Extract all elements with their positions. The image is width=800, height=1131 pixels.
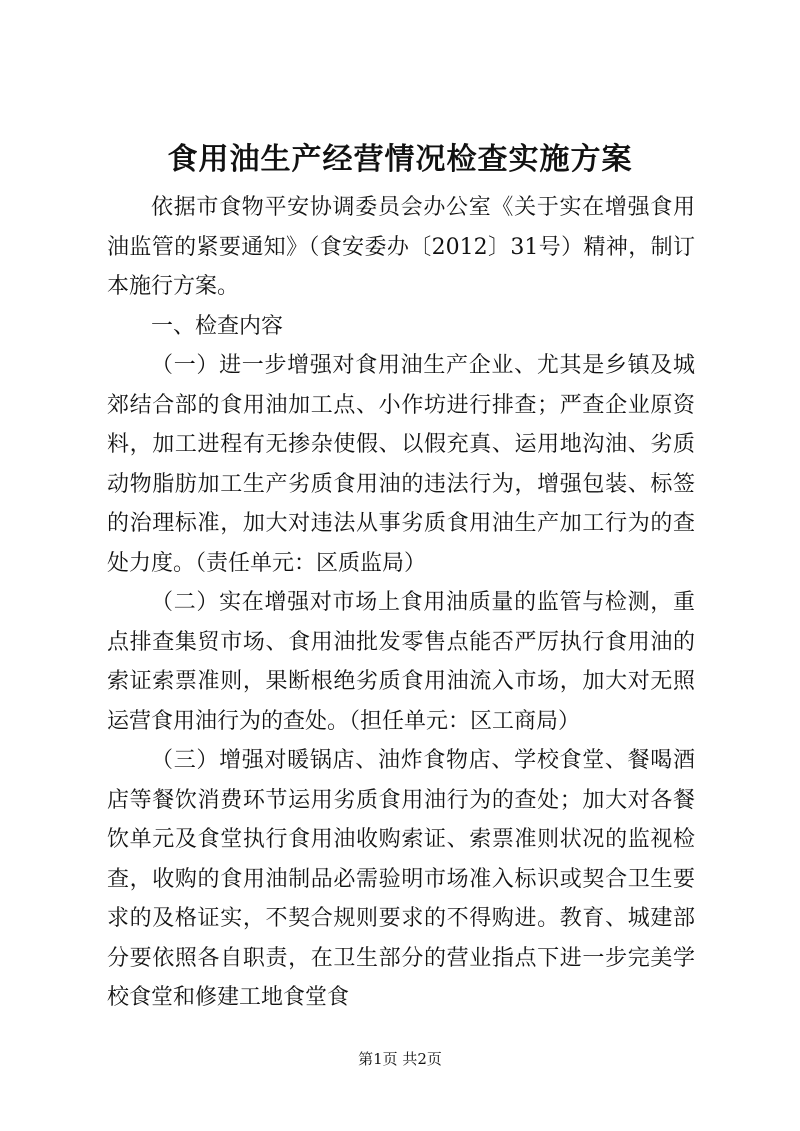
intro-paragraph: 依据市食物平安协调委员会办公室《关于实在增强食用油监管的紧要通知》（食安委办〔2012〕31号）精神，制订本施行方案。 xyxy=(107,195,695,299)
item-two-paragraph: （二）实在增强对市场上食用油质量的监管与检测，重点排查集贸市场、食用油批发零售点能否严厉执行食用油的索证索票准则，果断根绝劣质食用油流入市场，加大对无照运营食用油行为的查处。（担任单元：区工商局） xyxy=(107,590,695,734)
item-three-paragraph: （三）增强对暖锅店、油炸食物店、学校食堂、餐喝酒店等餐饮消费环节运用劣质食用油行为的查处；加大对各餐饮单元及食堂执行食用油收购索证、索票准则状况的监视检查，收购的食用油制品必需验明市场准入标识或契合卫生要求的及格证实，不契合规则要求的不得购进。教育、城建部分要依照各自职责，在卫生部分的营业指点下进一步完美学校食堂和修建工地食堂食 xyxy=(107,748,695,1010)
document-title: 食用油生产经营情况检查实施方案 xyxy=(167,142,633,177)
section-heading-inspection-content: 一、检查内容 xyxy=(151,313,284,339)
document-body xyxy=(107,188,695,1018)
item-one-paragraph: （一）进一步增强对食用油生产企业、尤其是乡镇及城郊结合部的食用油加工点、小作坊进行排查；严查企业原资料，加工进程有无掺杂使假、以假充真、运用地沟油、劣质动物脂肪加工生产劣质食用油的违法行为，增强包装、标签的治理标准，加大对违法从事劣质食用油生产加工行为的查处力度。（责任单元：区质监局） xyxy=(107,353,695,576)
page-number-footer: 第1页 共2页 xyxy=(358,1050,442,1068)
